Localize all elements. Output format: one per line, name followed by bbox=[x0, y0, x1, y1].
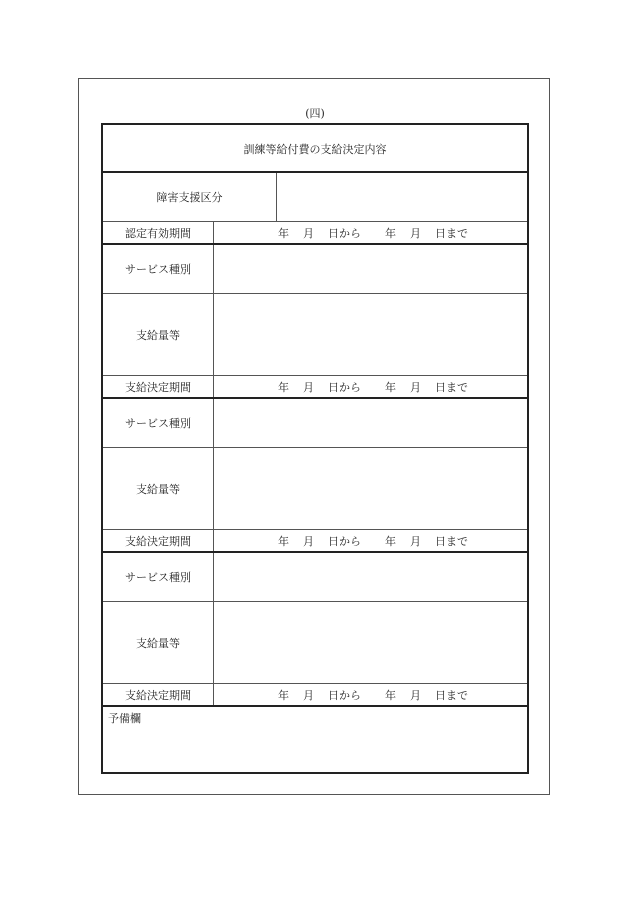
day-from-label: 日から bbox=[328, 227, 361, 240]
day-until-label: 日まで bbox=[435, 535, 468, 548]
amount-value[interactable] bbox=[214, 294, 527, 375]
decision-period-label: 支給決定期間 bbox=[125, 535, 191, 548]
decision-period-row bbox=[103, 684, 527, 706]
decision-period-row bbox=[103, 376, 527, 398]
month-label: 月 bbox=[303, 689, 314, 702]
amount-value[interactable] bbox=[214, 448, 527, 529]
validity-row bbox=[103, 222, 527, 244]
decision-form bbox=[101, 123, 529, 774]
support-class-value[interactable] bbox=[277, 173, 527, 221]
form-title: 訓練等給付費の支給決定内容 bbox=[243, 142, 387, 156]
service-type-label: サービス種別 bbox=[125, 571, 191, 584]
month-label: 月 bbox=[410, 227, 421, 240]
service-type-value[interactable] bbox=[214, 399, 527, 447]
day-from-label: 日から bbox=[328, 535, 361, 548]
day-until-label: 日まで bbox=[435, 381, 468, 394]
decision-period-label: 支給決定期間 bbox=[125, 381, 191, 394]
month-label: 月 bbox=[410, 535, 421, 548]
decision-period-row bbox=[103, 530, 527, 552]
validity-period[interactable] bbox=[278, 222, 468, 244]
service-type-label: サービス種別 bbox=[125, 263, 191, 276]
year-label: 年 bbox=[385, 689, 396, 702]
month-label: 月 bbox=[303, 535, 314, 548]
divider bbox=[213, 399, 214, 552]
divider bbox=[213, 222, 214, 244]
amount-value[interactable] bbox=[214, 602, 527, 683]
year-label: 年 bbox=[385, 381, 396, 394]
amount-row bbox=[103, 294, 527, 375]
validity-label: 認定有効期間 bbox=[125, 227, 191, 240]
memo-row[interactable] bbox=[103, 707, 527, 772]
amount-row bbox=[103, 448, 527, 529]
day-from-label: 日から bbox=[328, 689, 361, 702]
year-label: 年 bbox=[278, 227, 289, 240]
amount-row bbox=[103, 602, 527, 683]
year-label: 年 bbox=[385, 227, 396, 240]
support-class-label: 障害支援区分 bbox=[156, 191, 223, 204]
service-type-row bbox=[103, 399, 527, 447]
page-number: (四) bbox=[305, 107, 325, 120]
amount-label: 支給量等 bbox=[136, 328, 180, 342]
service-type-row bbox=[103, 553, 527, 601]
decision-period[interactable] bbox=[278, 376, 468, 398]
decision-period[interactable] bbox=[278, 530, 468, 552]
memo-label: 予備欄 bbox=[108, 712, 141, 725]
month-label: 月 bbox=[410, 689, 421, 702]
decision-period[interactable] bbox=[278, 684, 468, 706]
month-label: 月 bbox=[303, 227, 314, 240]
month-label: 月 bbox=[410, 381, 421, 394]
decision-period-label: 支給決定期間 bbox=[125, 689, 191, 702]
year-label: 年 bbox=[278, 689, 289, 702]
day-until-label: 日まで bbox=[435, 227, 468, 240]
year-label: 年 bbox=[278, 381, 289, 394]
service-type-label: サービス種別 bbox=[125, 417, 191, 430]
service-type-value[interactable] bbox=[214, 553, 527, 601]
year-label: 年 bbox=[278, 535, 289, 548]
day-from-label: 日から bbox=[328, 381, 361, 394]
amount-label: 支給量等 bbox=[136, 482, 180, 496]
support-class-row bbox=[103, 173, 527, 221]
amount-label: 支給量等 bbox=[136, 636, 180, 650]
service-type-value[interactable] bbox=[214, 245, 527, 293]
divider bbox=[213, 553, 214, 706]
day-until-label: 日まで bbox=[435, 689, 468, 702]
month-label: 月 bbox=[303, 381, 314, 394]
year-label: 年 bbox=[385, 535, 396, 548]
service-type-row bbox=[103, 245, 527, 293]
divider bbox=[276, 173, 277, 221]
form-title-row bbox=[103, 125, 527, 172]
divider bbox=[213, 245, 214, 398]
